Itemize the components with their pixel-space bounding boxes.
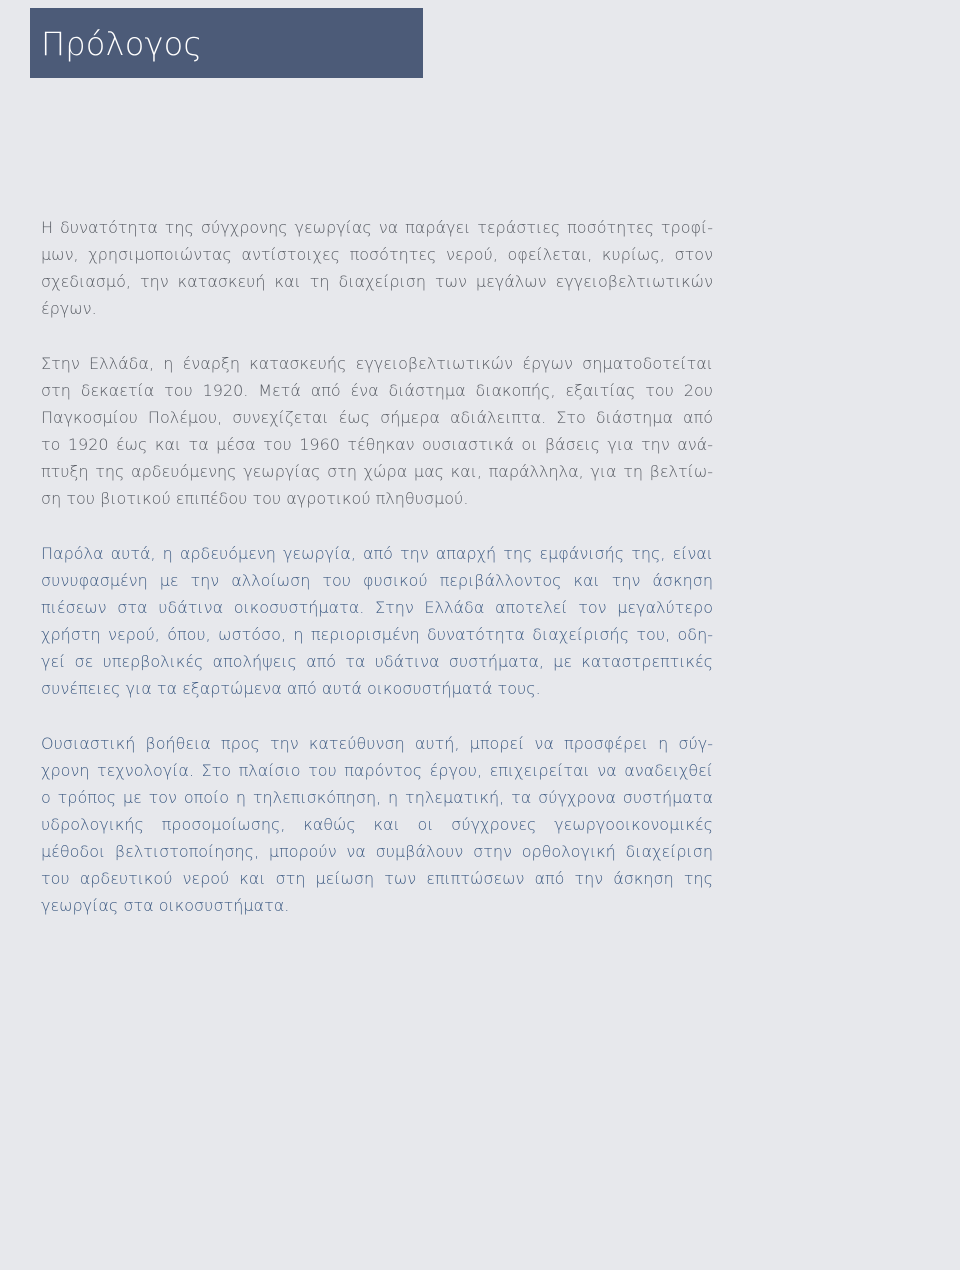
paragraph-line: πιέσεων στα υδάτινα οικοσυστήματα. Στην Ελλάδα αποτελεί τον μεγαλύτερο <box>41 598 713 617</box>
page-title: Πρόλογος <box>41 25 203 63</box>
paragraph-2 <box>41 350 713 512</box>
paragraph-line: συνυφασμένη με την αλλοίωση του φυσικού περιβάλλοντος και την άσκηση <box>41 571 713 590</box>
paragraph-line: μέθοδοι βελτιστοποίησης, μπορούν να συμβάλουν στην ορθολογική διαχείριση <box>41 842 713 861</box>
paragraph-line: πτυξη της αρδευόμενης γεωργίας στη χώρα μας και, παράλληλα, για τη βελτίω- <box>41 462 713 481</box>
paragraph-line: Στην Ελλάδα, η έναρξη κατασκευής εγγειοβελτιωτικών έργων σηματοδοτείται <box>41 354 713 373</box>
paragraph-4 <box>41 730 713 919</box>
paragraph-line: Η δυνατότητα της σύγχρονης γεωργίας να παράγει τεράστιες ποσότητες τροφί- <box>41 218 713 237</box>
paragraph-line: χρονη τεχνολογία. Στο πλαίσιο του παρόντος έργου, επιχειρείται να αναδειχθεί <box>41 761 713 780</box>
paragraph-1 <box>41 214 713 322</box>
paragraph-line: το 1920 έως και τα μέσα του 1960 τέθηκαν ουσιαστικά οι βάσεις για την ανά- <box>41 435 713 454</box>
paragraph-line: έργων. <box>41 299 97 318</box>
paragraph-line: σχεδιασμό, την κατασκευή και τη διαχείριση των μεγάλων εγγειοβελτιωτικών <box>41 272 713 291</box>
paragraph-line: χρήστη νερού, όπου, ωστόσο, η περιορισμένη δυνατότητα διαχείρισής του, οδη- <box>41 625 713 644</box>
paragraph-line: γεί σε υπερβολικές απολήψεις από τα υδάτινα συστήματα, με καταστρεπτικές <box>41 652 713 671</box>
preface-body <box>41 214 713 947</box>
paragraph-line: ση του βιοτικού επιπέδου του αγροτικού πληθυσμού. <box>41 489 469 508</box>
paragraph-line: γεωργίας στα οικοσυστήματα. <box>41 896 290 915</box>
paragraph-line: συνέπειες για τα εξαρτώμενα από αυτά οικοσυστήματά τους. <box>41 679 541 698</box>
chapter-title-bar <box>30 8 423 78</box>
paragraph-line: Ουσιαστική βοήθεια προς την κατεύθυνση αυτή, μπορεί να προσφέρει η σύγ- <box>41 734 713 753</box>
paragraph-line: ο τρόπος με τον οποίο η τηλεπισκόπηση, η τηλεματική, τα σύγχρονα συστήματα <box>41 788 713 807</box>
paragraph-line: Παγκοσμίου Πολέμου, συνεχίζεται έως σήμερα αδιάλειπτα. Στο διάστημα από <box>41 408 713 427</box>
paragraph-line: υδρολογικής προσομοίωσης, καθώς και οι σύγχρονες γεωργοοικονομικές <box>41 815 713 834</box>
paragraph-line: Παρόλα αυτά, η αρδευόμενη γεωργία, από την απαρχή της εμφάνισής της, είναι <box>41 544 713 563</box>
paragraph-line: στη δεκαετία του 1920. Μετά από ένα διάστημα διακοπής, εξαιτίας του 2ου <box>41 381 713 400</box>
paragraph-3 <box>41 540 713 702</box>
paragraph-line: του αρδευτικού νερού και στη μείωση των επιπτώσεων από την άσκηση της <box>41 869 713 888</box>
paragraph-line: μων, χρησιμοποιώντας αντίστοιχες ποσότητες νερού, οφείλεται, κυρίως, στον <box>41 245 713 264</box>
